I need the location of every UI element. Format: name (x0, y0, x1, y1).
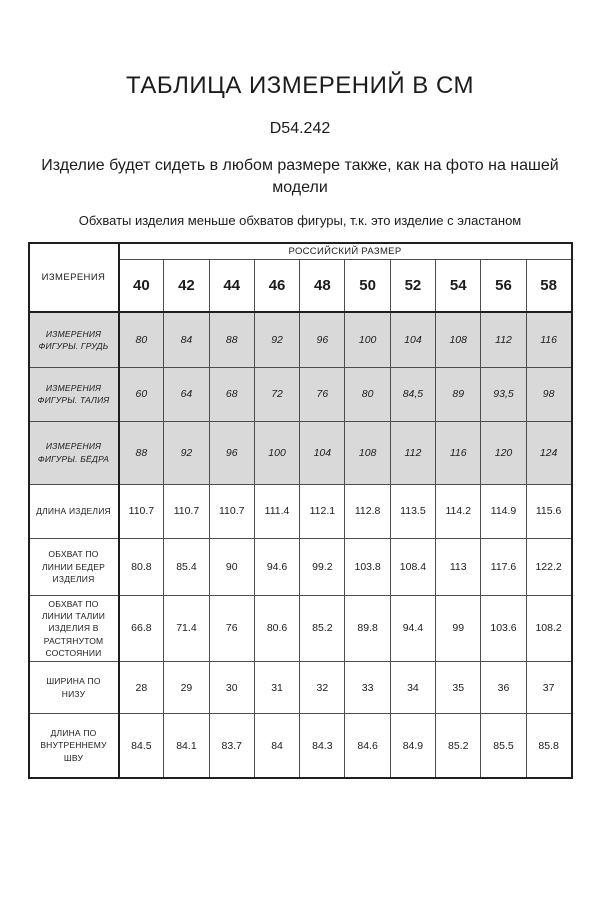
value-cell: 80.6 (254, 595, 299, 662)
value-cell: 98 (526, 367, 571, 421)
model-code: D54.242 (269, 120, 331, 137)
size-col-46: 46 (254, 259, 299, 312)
value-cell: 68 (209, 367, 254, 421)
value-cell: 37 (526, 662, 571, 714)
value-cell: 112 (481, 312, 526, 367)
value-cell: 94.6 (254, 538, 299, 595)
value-cell: 103.6 (481, 595, 526, 662)
value-cell: 89 (436, 367, 481, 421)
measurements-table (28, 242, 573, 779)
value-cell: 84,5 (390, 367, 435, 421)
value-cell: 71.4 (164, 595, 209, 662)
value-cell: 32 (300, 662, 345, 714)
value-cell: 89.8 (345, 595, 390, 662)
value-cell: 60 (119, 367, 164, 421)
row-label: ОБХВАТ ПО ЛИНИИ ТАЛИИ ИЗДЕЛИЯ В РАСТЯНУТОМ СОСТОЯНИИ (29, 595, 119, 662)
value-cell: 88 (119, 421, 164, 484)
value-cell: 80.8 (119, 538, 164, 595)
table-row (29, 367, 572, 421)
value-cell: 94.4 (390, 595, 435, 662)
value-cell: 84.3 (300, 714, 345, 778)
row-label: ИЗМЕРЕНИЯ ФИГУРЫ. ГРУДЬ (29, 312, 119, 367)
size-col-50: 50 (345, 259, 390, 312)
value-cell: 85.2 (436, 714, 481, 778)
value-cell: 108 (345, 421, 390, 484)
value-cell: 33 (345, 662, 390, 714)
size-col-42: 42 (164, 259, 209, 312)
value-cell: 103.8 (345, 538, 390, 595)
elastane-note: Обхваты изделия меньше обхватов фигуры, т.к. это изделие с эластаном (78, 213, 522, 229)
value-cell: 84.1 (164, 714, 209, 778)
value-cell: 80 (345, 367, 390, 421)
table-row (29, 662, 572, 714)
size-col-56: 56 (481, 259, 526, 312)
value-cell: 104 (300, 421, 345, 484)
value-cell: 29 (164, 662, 209, 714)
value-cell: 110.7 (164, 484, 209, 538)
value-cell: 116 (436, 421, 481, 484)
value-cell: 111.4 (254, 484, 299, 538)
value-cell: 113 (436, 538, 481, 595)
size-col-44: 44 (209, 259, 254, 312)
value-cell: 85.4 (164, 538, 209, 595)
value-cell: 117.6 (481, 538, 526, 595)
value-cell: 84 (164, 312, 209, 367)
value-cell: 31 (254, 662, 299, 714)
size-col-54: 54 (436, 259, 481, 312)
value-cell: 116 (526, 312, 571, 367)
value-cell: 36 (481, 662, 526, 714)
row-label: ДЛИНА ИЗДЕЛИЯ (29, 484, 119, 538)
value-cell: 108.2 (526, 595, 571, 662)
value-cell: 85.5 (481, 714, 526, 778)
value-cell: 114.2 (436, 484, 481, 538)
value-cell: 112 (390, 421, 435, 484)
value-cell: 112.8 (345, 484, 390, 538)
table-row (29, 421, 572, 484)
table-row (29, 312, 572, 367)
value-cell: 124 (526, 421, 571, 484)
value-cell: 85.8 (526, 714, 571, 778)
value-cell: 84.6 (345, 714, 390, 778)
row-label: ИЗМЕРЕНИЯ ФИГУРЫ. ТАЛИЯ (29, 367, 119, 421)
table-row (29, 714, 572, 778)
value-cell: 35 (436, 662, 481, 714)
value-cell: 108 (436, 312, 481, 367)
fit-description: Изделие будет сидеть в любом размере также, как на фото на нашей модели (41, 157, 559, 196)
row-label: ДЛИНА ПО ВНУТРЕННЕМУ ШВУ (29, 714, 119, 778)
value-cell: 83.7 (209, 714, 254, 778)
table-body (29, 312, 572, 778)
table-row (29, 484, 572, 538)
value-cell: 100 (345, 312, 390, 367)
russian-size-header: РОССИЙСКИЙ РАЗМЕР (119, 243, 572, 259)
value-cell: 30 (209, 662, 254, 714)
value-cell: 114.9 (481, 484, 526, 538)
value-cell: 112.1 (300, 484, 345, 538)
table-row (29, 538, 572, 595)
value-cell: 85.2 (300, 595, 345, 662)
value-cell: 120 (481, 421, 526, 484)
value-cell: 99 (436, 595, 481, 662)
value-cell: 64 (164, 367, 209, 421)
size-col-48: 48 (300, 259, 345, 312)
value-cell: 76 (209, 595, 254, 662)
value-cell: 104 (390, 312, 435, 367)
table-header (29, 243, 572, 312)
size-col-52: 52 (390, 259, 435, 312)
row-label: ИЗМЕРЕНИЯ ФИГУРЫ. БЁДРА (29, 421, 119, 484)
value-cell: 84 (254, 714, 299, 778)
value-cell: 113.5 (390, 484, 435, 538)
page-title: ТАБЛИЦА ИЗМЕРЕНИЙ В СМ (125, 72, 475, 99)
value-cell: 110.7 (209, 484, 254, 538)
row-label: ОБХВАТ ПО ЛИНИИ БЕДЕР ИЗДЕЛИЯ (29, 538, 119, 595)
value-cell: 92 (164, 421, 209, 484)
value-cell: 34 (390, 662, 435, 714)
value-cell: 93,5 (481, 367, 526, 421)
value-cell: 88 (209, 312, 254, 367)
value-cell: 96 (209, 421, 254, 484)
value-cell: 108.4 (390, 538, 435, 595)
group-header-row (29, 243, 572, 259)
value-cell: 80 (119, 312, 164, 367)
value-cell: 115.6 (526, 484, 571, 538)
value-cell: 122.2 (526, 538, 571, 595)
measurements-corner-label: ИЗМЕРЕНИЯ (29, 243, 119, 312)
value-cell: 99.2 (300, 538, 345, 595)
value-cell: 66.8 (119, 595, 164, 662)
value-cell: 84.9 (390, 714, 435, 778)
size-col-40: 40 (119, 259, 164, 312)
row-label: ШИРИНА ПО НИЗУ (29, 662, 119, 714)
value-cell: 100 (254, 421, 299, 484)
value-cell: 110.7 (119, 484, 164, 538)
value-cell: 84.5 (119, 714, 164, 778)
value-cell: 76 (300, 367, 345, 421)
size-col-58: 58 (526, 259, 571, 312)
value-cell: 72 (254, 367, 299, 421)
value-cell: 92 (254, 312, 299, 367)
value-cell: 28 (119, 662, 164, 714)
value-cell: 90 (209, 538, 254, 595)
value-cell: 96 (300, 312, 345, 367)
table-row (29, 595, 572, 662)
